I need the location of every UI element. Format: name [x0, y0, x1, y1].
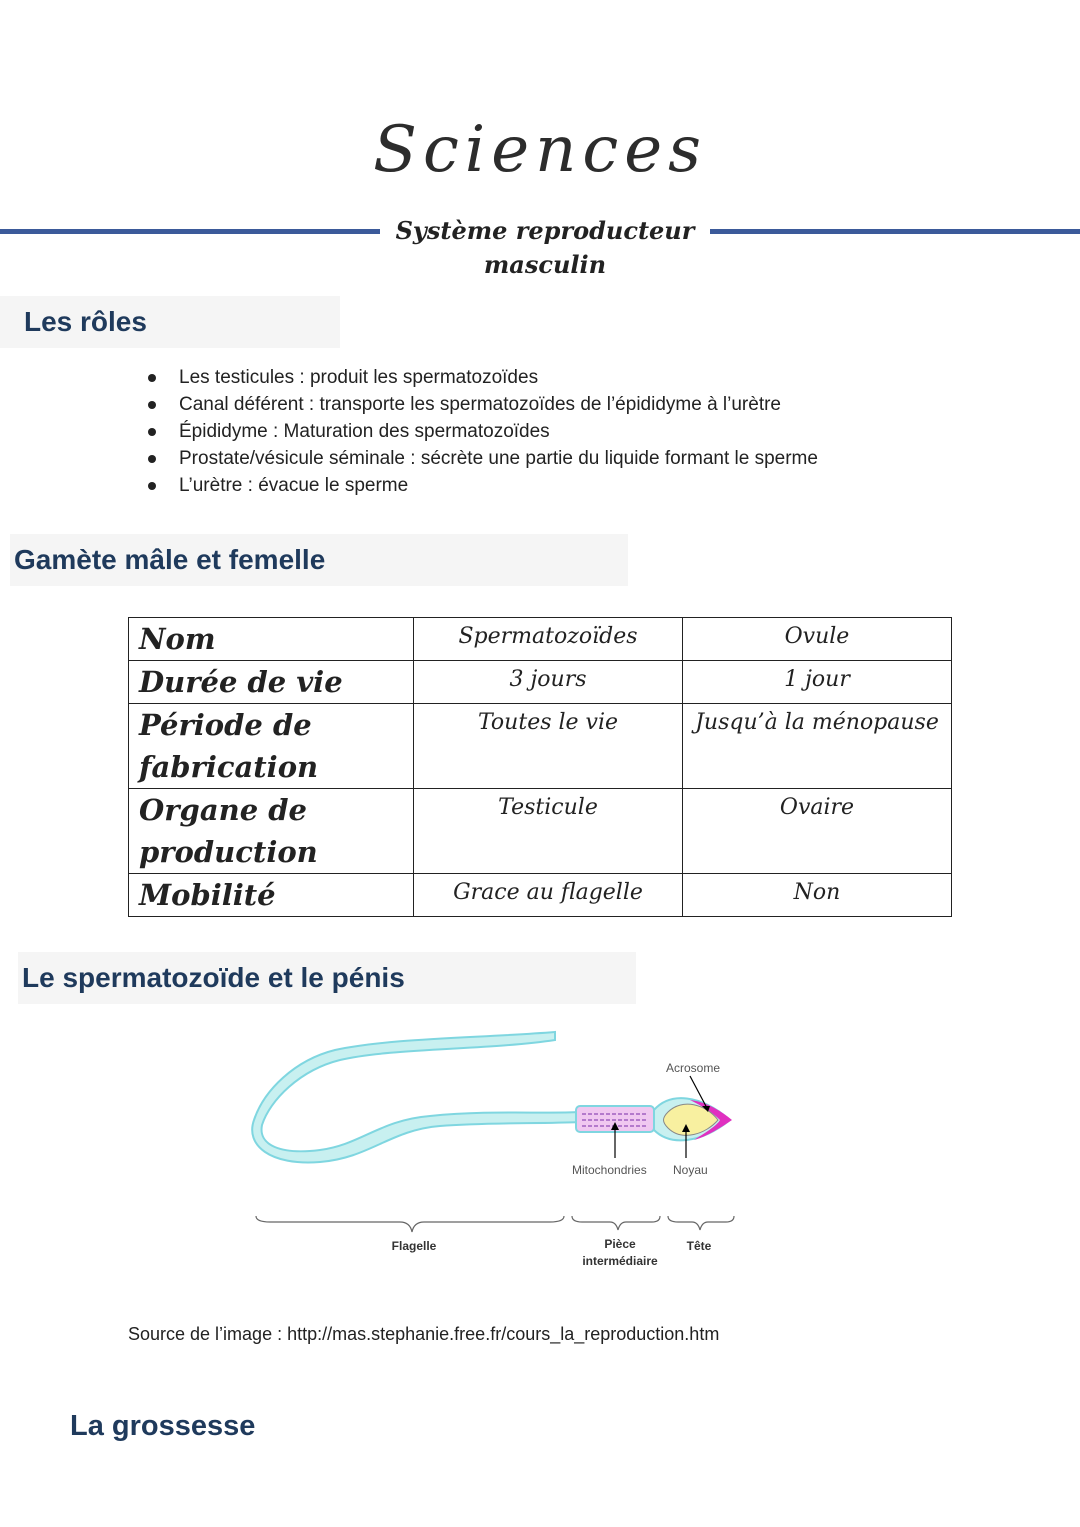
female-cell: Ovule: [683, 618, 952, 661]
gamete-table: [128, 617, 952, 917]
section-heading-roles: Les rôles: [0, 296, 340, 348]
head-label: Tête: [686, 1239, 712, 1253]
flagellum-brace: [256, 1216, 564, 1232]
flagellum-shape: [252, 1032, 580, 1162]
page-title: Sciences: [373, 113, 707, 187]
table-row: [129, 661, 952, 704]
female-cell: Jusqu’à la ménopause: [683, 704, 952, 789]
table-row: [129, 704, 952, 789]
section-heading-gametes: Gamète mâle et femelle: [10, 534, 628, 586]
table-row: [129, 789, 952, 874]
section-heading-sperm: Le spermatozoïde et le pénis: [18, 952, 636, 1004]
male-cell: 3 jours: [414, 661, 683, 704]
row-label: Période de fabrication: [129, 704, 414, 789]
male-cell: Grace au flagelle: [414, 874, 683, 917]
male-cell: Toutes le vie: [414, 704, 683, 789]
list-item: Canal déférent : transporte les spermatozoïdes de l’épididyme à l’urètre: [150, 391, 818, 418]
roles-list: [150, 364, 818, 499]
flagellum-label: Flagelle: [391, 1239, 437, 1253]
mitochondria-label: Mitochondries: [572, 1163, 647, 1177]
midpiece-label-line1: Pièce: [604, 1237, 636, 1251]
nucleus-label: Noyau: [673, 1163, 708, 1177]
female-cell: Non: [683, 874, 952, 917]
male-cell: Spermatozoïdes: [414, 618, 683, 661]
list-item: Prostate/vésicule séminale : sécrète une partie du liquide formant le sperme: [150, 445, 818, 472]
midpiece-label-line2: intermédiaire: [582, 1254, 658, 1268]
row-label: Durée de vie: [129, 661, 414, 704]
female-cell: Ovaire: [683, 789, 952, 874]
header-rule-left: [0, 229, 380, 234]
male-cell: Testicule: [414, 789, 683, 874]
head-brace: [668, 1216, 734, 1230]
section-heading-pregnancy: La grossesse: [70, 1410, 256, 1442]
list-item: Les testicules : produit les spermatozoïdes: [150, 364, 818, 391]
header-rule-right: [704, 229, 1080, 234]
list-item: L’urètre : évacue le sperme: [150, 472, 818, 499]
row-label: Nom: [129, 618, 414, 661]
female-cell: 1 jour: [683, 661, 952, 704]
image-source: Source de l’image : http://mas.stephanie.free.fr/cours_la_reproduction.htm: [128, 1324, 720, 1344]
page-subtitle: Système reproducteur masculin: [380, 214, 710, 282]
list-item: Épididyme : Maturation des spermatozoïdes: [150, 418, 818, 445]
table-row: [129, 874, 952, 917]
acrosome-label: Acrosome: [666, 1061, 721, 1075]
row-label: Mobilité: [129, 874, 414, 917]
midpiece-brace: [572, 1216, 660, 1230]
table-row: [129, 618, 952, 661]
row-label: Organe de production: [129, 789, 414, 874]
